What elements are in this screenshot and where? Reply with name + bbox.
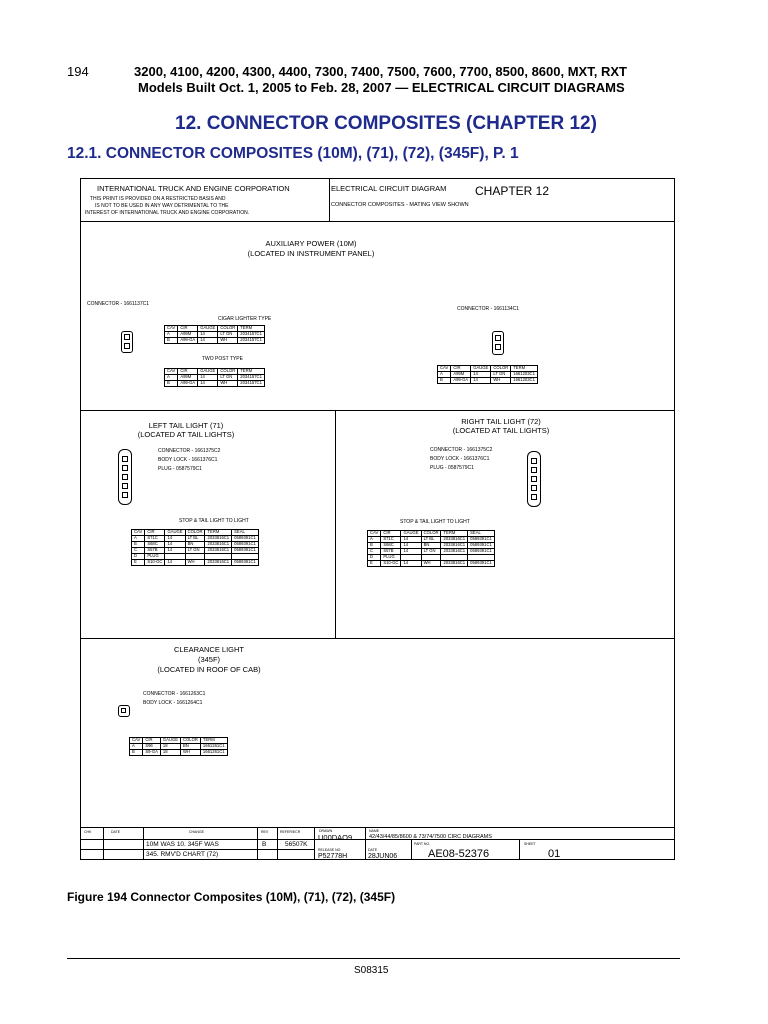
cigar-table: CAV CIR GAUGE COLOR TERM A A99M 14 LT GN 2034157C1 B A99-GA 14 WH 2034157C1	[164, 325, 265, 344]
left-tail-body-lock: BODY LOCK - 1661376C1	[158, 457, 218, 463]
aux-left-connector: CONNECTOR - 1661137C1	[87, 301, 150, 307]
name-value: 42/43/44/85/8600 & 73/74/7500 CIRC DIAGRAMS	[369, 834, 492, 840]
left-tail-connector-icon	[118, 449, 132, 505]
left-tail-connector: CONNECTOR - 1661375C2	[158, 448, 221, 454]
two-post-label: TWO POST TYPE	[202, 356, 243, 362]
left-tail-title-1: LEFT TAIL LIGHT (71)	[148, 421, 224, 430]
sheet-label: SHEET	[524, 842, 536, 846]
sheet-value: 01	[548, 848, 561, 860]
col-date: DATE	[111, 830, 121, 834]
right-tail-connector-icon	[527, 451, 541, 507]
aux-right-table: CAV CIR GAUGE COLOR TERM A A99M 14 LT GN 1661203C1 B A99-GA 14 WH 1661203C1	[437, 365, 538, 384]
date-label: DATE	[368, 848, 378, 852]
built-line: Models Built Oct. 1, 2005 to Feb. 28, 2007 — ELECTRICAL CIRCUIT DIAGRAMS	[138, 80, 625, 95]
drawn-label: DRAWN	[319, 829, 333, 833]
aux-right-connector: CONNECTOR - 1661134C1	[457, 306, 520, 312]
aux-left-connector-icon	[121, 331, 133, 353]
disclaimer-line-1: THIS PRINT IS PROVIDED ON A RESTRICTED BASIS AND	[90, 196, 226, 202]
section-title: 12.1. CONNECTOR COMPOSITES (10M), (71), (72), (345F), P. 1	[67, 145, 519, 162]
right-tail-plug: PLUG - 0587579C1	[430, 465, 474, 471]
col-change: CHANGE	[189, 830, 204, 834]
clearance-connector-icon	[118, 705, 130, 717]
right-tail-title-2: (LOCATED AT TAIL LIGHTS)	[452, 426, 550, 435]
disclaimer-line-2: IS NOT TO BE USED IN ANY WAY DETRIMENTAL TO THE	[95, 203, 229, 209]
release-label: RELEASE NO.	[318, 848, 342, 852]
right-tail-title-1: RIGHT TAIL LIGHT (72)	[461, 417, 541, 426]
col-rev: REV	[261, 830, 269, 834]
figure-caption: Figure 194 Connector Composites (10M), (71), (72), (345F)	[67, 890, 396, 904]
footer-code: S08315	[354, 965, 389, 976]
refer-value: 56507K	[285, 841, 308, 848]
company-name: INTERNATIONAL TRUCK AND ENGINE CORPORATION	[97, 184, 290, 193]
disclaimer-line-3: INTEREST OF INTERNATIONAL TRUCK AND ENGINE CORPORATION.	[85, 210, 250, 216]
drawing-subtitle: CONNECTOR COMPOSITES - MATING VIEW SHOWN	[331, 202, 469, 208]
col-refer: REFER/ECR	[280, 830, 301, 834]
change-line-2: 345. RMV'D CHART (72)	[146, 851, 219, 858]
aux-title-1: AUXILIARY POWER (10M)	[265, 239, 357, 248]
release-value: P52778H	[318, 853, 348, 860]
left-tail-table: CAV CIR GAUGE COLOR TERM SEAL A S71C 14 LT BL 2033816C1 0589391C1 B S68C 14 BN 2033816C1 0589391C1 C S57B 14 LT GN 2033816C1 0589391C1 D PLUG E S10-GC 14 WH 2033816C1 0589391C1	[131, 529, 259, 566]
right-tail-connector: CONNECTOR - 1661375C2	[430, 447, 493, 453]
clearance-title-3: (LOCATED IN ROOF OF CAB)	[157, 665, 261, 674]
left-tail-plug: PLUG - 0587579C1	[158, 466, 202, 472]
clearance-title-2: (345F)	[197, 655, 221, 664]
cigar-label: CIGAR LIGHTER TYPE	[218, 316, 272, 322]
date-value: 28JUN06	[368, 853, 398, 860]
clearance-table: CAV CIR GAUGE COLOR TERM A S96 18 BN 1661261C1 B S9-GA 18 WH 1661261C1	[129, 737, 228, 756]
drawing-frame	[80, 178, 675, 860]
page-number: 194	[67, 64, 89, 79]
models-line: 3200, 4100, 4200, 4300, 4400, 7300, 7400, 7500, 7600, 7700, 8500, 8600, MXT, RXT	[134, 64, 627, 79]
right-tail-table: CAV CIR GAUGE COLOR TERM SEAL A S71C 14 LT BL 2033816C1 0589391C1 B S68C 14 BN 2033816C1 0589391C1 C S57B 14 LT GN 2033816C1 0589391C1 D PLUG E S10-GC 14 WH 2033816C1 0589391C1	[367, 530, 495, 567]
part-value: AE08-52376	[428, 848, 490, 860]
left-tail-table-label: STOP & TAIL LIGHT TO LIGHT	[179, 518, 249, 524]
clearance-title-1: CLEARANCE LIGHT	[173, 645, 245, 654]
two-post-table: CAV CIR GAUGE COLOR TERM A A99M 14 LT GN 2034157C1 B A99-GA 14 WH 2034157C1	[164, 368, 265, 387]
chapter-title: 12. CONNECTOR COMPOSITES (CHAPTER 12)	[175, 113, 597, 134]
col-chk: CHK	[84, 830, 92, 834]
right-tail-table-label: STOP & TAIL LIGHT TO LIGHT	[400, 519, 470, 525]
clearance-body-lock: BODY LOCK - 1661264C1	[143, 700, 203, 706]
clearance-connector: CONNECTOR - 1661263C1	[143, 691, 206, 697]
footer-rule	[67, 958, 680, 959]
name-label: NAME	[369, 829, 380, 833]
part-label: PART NO.	[414, 842, 431, 846]
aux-right-connector-icon	[492, 331, 504, 355]
chapter-label: CHAPTER 12	[475, 184, 550, 198]
diagram-type: ELECTRICAL CIRCUIT DIAGRAM	[331, 184, 447, 193]
left-tail-title-2: (LOCATED AT TAIL LIGHTS)	[137, 430, 235, 439]
right-tail-body-lock: BODY LOCK - 1661376C1	[430, 456, 490, 462]
rev-value: B	[262, 841, 267, 848]
change-line-1: 10M WAS 10. 345F WAS	[146, 841, 219, 848]
aux-title-2: (LOCATED IN INSTRUMENT PANEL)	[247, 249, 375, 258]
drawn-value: U00DAO9	[318, 833, 353, 842]
